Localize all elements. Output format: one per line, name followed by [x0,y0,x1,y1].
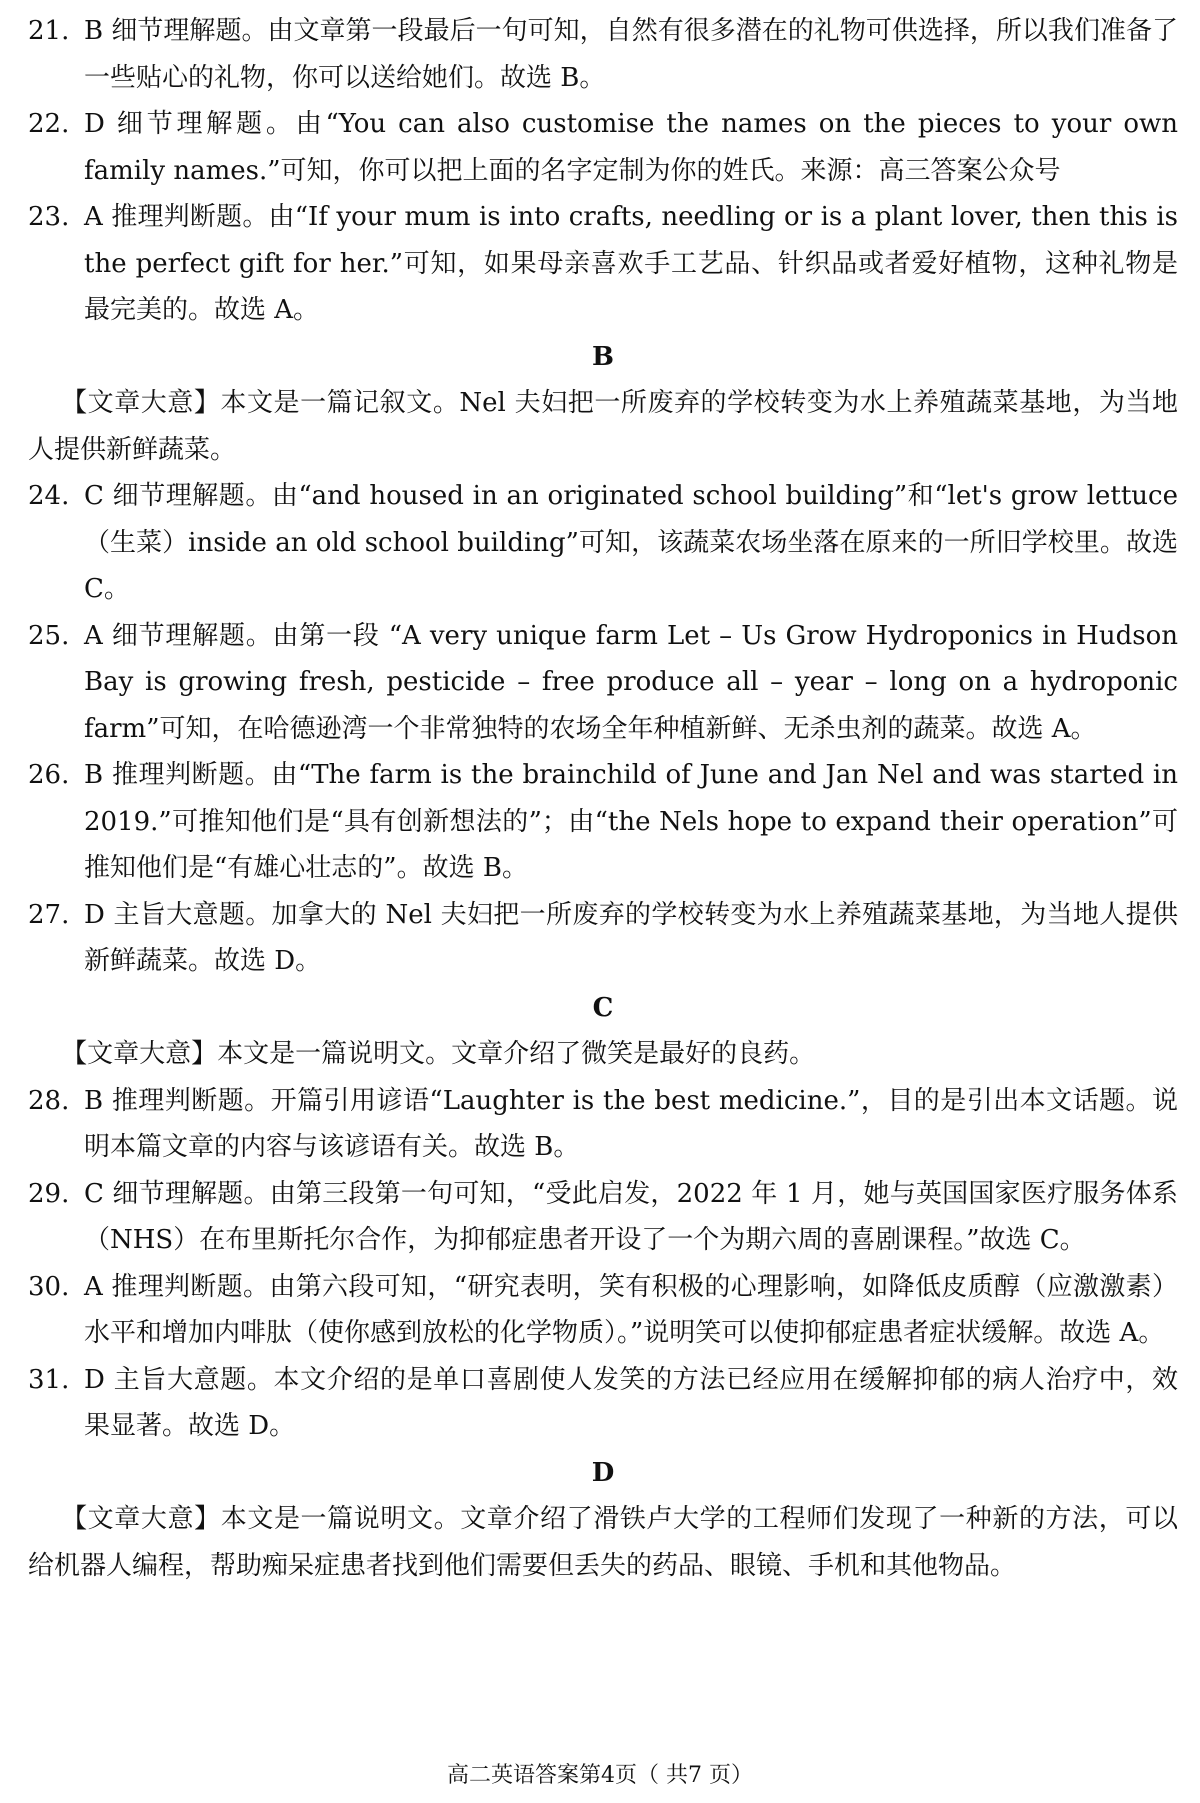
answer-number: 31. [28,1364,70,1395]
section-summary-c: 【文章大意】本文是一篇说明文。文章介绍了微笑是最好的良药。 [61,1039,816,1069]
section-title-c: C [592,992,614,1023]
answer-item-27 [28,892,1178,985]
answer-text: C 细节理解题。由“and housed in an originated school building”和“let's grow lettuce（生菜）inside an old school building”可知，该蔬菜农场坐落在原来的一所旧学校里。故选 C。 [84,481,1178,604]
answer-number: 23. [28,202,70,232]
answer-text: D 主旨大意题。本文介绍的是单口喜剧使人发笑的方法已经应用在缓解抑郁的病人治疗中，效果显著。故选 D。 [84,1364,1178,1441]
answer-number: 26. [28,760,70,790]
answer-item-31 [28,1357,1178,1450]
answer-number: 22. [28,109,70,139]
answer-number: 27. [28,899,70,930]
answer-text: A 推理判断题。由第六段可知，“研究表明，笑有积极的心理影响，如降低皮质醇（应激激素）水平和增加内啡肽（使你感到放松的化学物质）。”说明笑可以使抑郁症患者症状缓解。故选 A。 [84,1271,1178,1348]
answer-text: A 细节理解题。由第一段 “A very unique farm Let – Us Grow Hydroponics in Hudson Bay is growing fresh, pesticide – free produce all – year – long on a hydroponic farm”可知，在哈德逊湾一个非常独特的农场全年种植新鲜、无杀虫剂的蔬菜。故选 A。 [84,620,1178,744]
answer-item-25 [28,613,1178,753]
answer-text: C 细节理解题。由第三段第一句可知，“受此启发，2022 年 1 月，她与英国国家医疗服务体系（NHS）在布里斯托尔合作，为抑郁症患者开设了一个为期六周的喜剧课程。”故选 C。 [84,1178,1178,1255]
answer-item-29 [28,1171,1178,1264]
answer-text: B 推理判断题。由“The farm is the brainchild of June and Jan Nel and was started in 2019.”可推知他们是“具有创新想法的”；由“the Nels hope to expand their operation”可推知他们是“有雄心壮志的”。故选 B。 [84,760,1178,883]
answer-number: 21. [28,16,70,46]
answer-text: B 推理判断题。开篇引用谚语“Laughter is the best medicine.”，目的是引出本文话题。说明本篇文章的内容与该谚语有关。故选 B。 [84,1085,1178,1162]
section-title-b: B [592,341,614,372]
answer-text: D 主旨大意题。加拿大的 Nel 夫妇把一所废弃的学校转变为水上养殖蔬菜基地，为当地人提供新鲜蔬菜。故选 D。 [84,899,1178,976]
answer-number: 24. [28,481,70,511]
answer-text: B 细节理解题。由文章第一段最后一句可知，自然有很多潜在的礼物可供选择，所以我们准备了一些贴心的礼物，你可以送给她们。故选 B。 [84,16,1178,93]
section-summary-b: 【文章大意】本文是一篇记叙文。Nel 夫妇把一所废弃的学校转变为水上养殖蔬菜基地，为当地人提供新鲜蔬菜。 [28,388,1178,465]
answer-number: 28. [28,1085,70,1116]
answer-item-28 [28,1078,1178,1171]
answer-item-22 [28,101,1178,194]
answer-number: 30. [28,1271,70,1302]
section-summary-d: 【文章大意】本文是一篇说明文。文章介绍了滑铁卢大学的工程师们发现了一种新的方法，可以给机器人编程，帮助痴呆症患者找到他们需要但丢失的药品、眼镜、手机和其他物品。 [28,1504,1178,1581]
answer-number: 29. [28,1178,70,1209]
page-footer: 高二英语答案第4页（ 共7 页） [447,1763,753,1788]
answer-text: D 细节理解题。由“You can also customise the names on the pieces to your own family names.”可知，你可以把上面的名字定制为你的姓氏。来源：高三答案公众号 [84,109,1178,186]
answer-item-24 [28,473,1178,613]
answer-item-30 [28,1264,1178,1357]
answer-text: A 推理判断题。由“If your mum is into crafts, needling or is a plant lover, then this is the perfect gift for her.”可知，如果母亲喜欢手工艺品、针织品或者爱好植物，这种礼物是最完美的。故选 A。 [84,202,1178,325]
answer-item-21 [28,8,1178,101]
answer-item-26 [28,752,1178,892]
answer-page [28,8,1178,1589]
answer-number: 25. [28,620,70,651]
answer-item-23 [28,194,1178,334]
section-title-d: D [591,1457,615,1488]
